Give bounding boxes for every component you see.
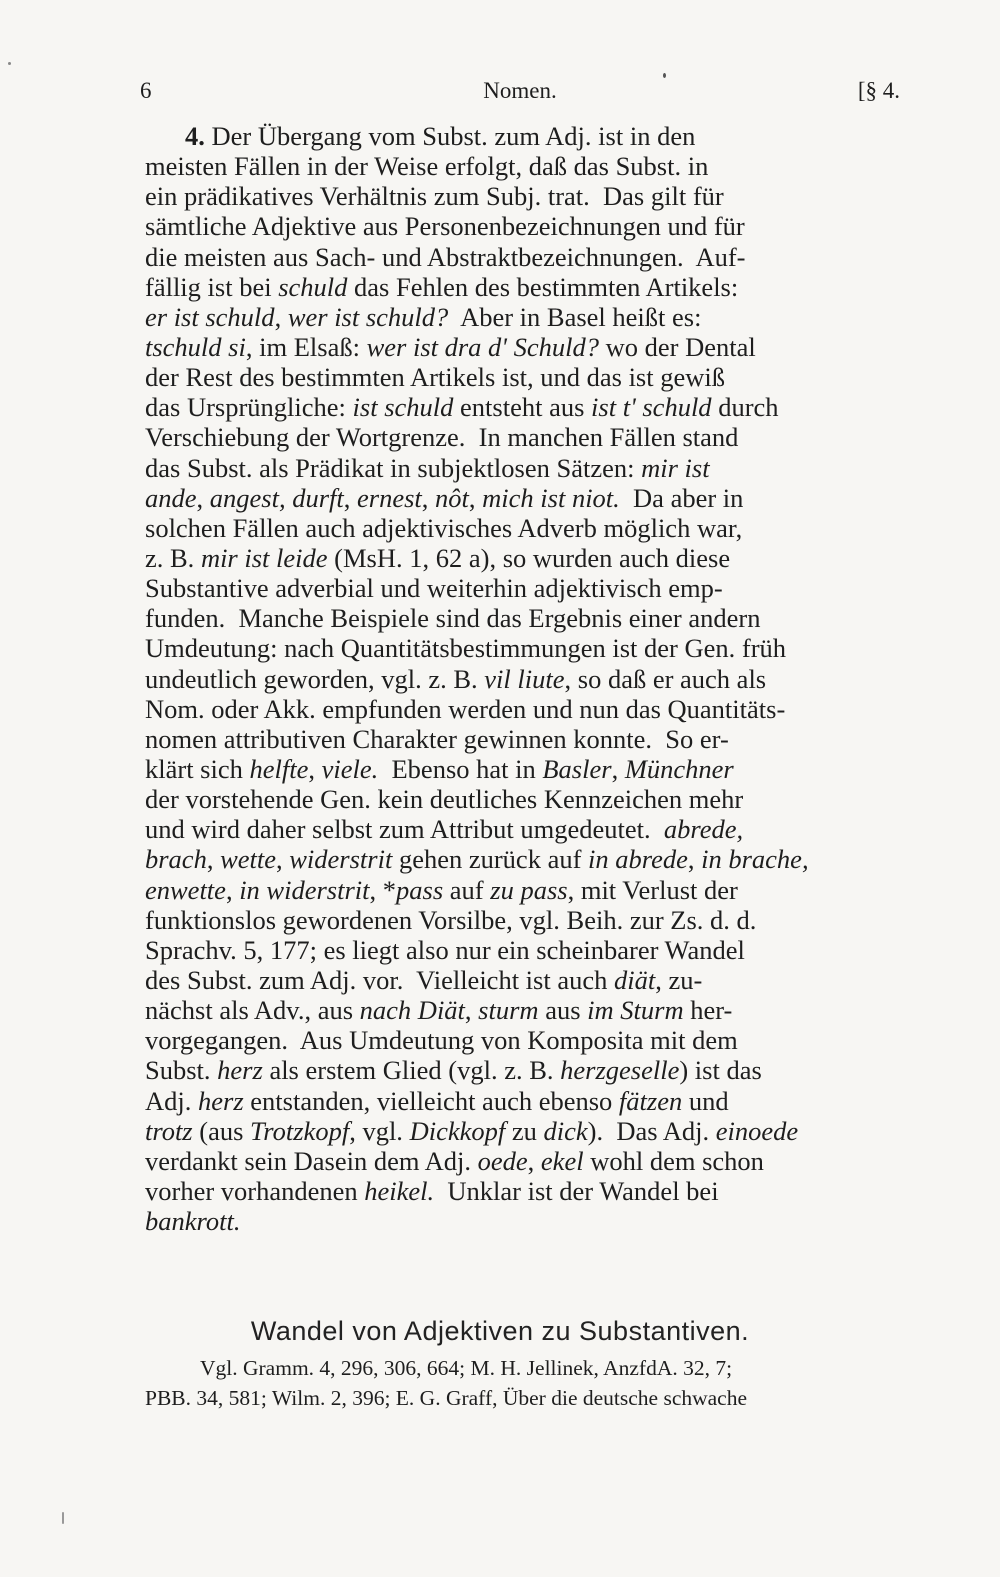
italic-term: schuld [278, 271, 348, 302]
text-run: , [274, 301, 288, 332]
paper-speck [663, 73, 666, 78]
text-line [145, 633, 895, 663]
text-run: gehen zurück auf [392, 844, 589, 875]
italic-term: trotz [145, 1115, 193, 1146]
text-line [145, 1116, 895, 1146]
text-run: , [196, 482, 210, 513]
text-run: Subst. [145, 1055, 218, 1086]
italic-term: vil liute [484, 663, 565, 694]
text-run: Adj. [145, 1085, 198, 1116]
text-run: (aus [192, 1115, 251, 1146]
italic-term: ande [145, 482, 197, 513]
text-run: (MsH. 1, 62 a), so wurden auch diese [327, 542, 731, 573]
italic-term: widerstrit [289, 844, 393, 875]
text-run: nächst als Adv., aus [145, 995, 360, 1026]
text-run: funktionslos gewordenen Vorsilbe, vgl. Beih. zur Zs. d. d. [145, 904, 757, 935]
text-line [145, 513, 895, 543]
text-run: Ebenso hat in [378, 753, 543, 784]
references-block [145, 1354, 895, 1414]
text-run: das Ursprüngliche: [145, 392, 353, 423]
text-run: sämtliche Adjektive aus Personenbezeichnungen und für [145, 211, 745, 242]
text-run: ein prädikatives Verhältnis zum Subj. trat. Das gilt für [145, 181, 724, 212]
italic-term: herz [217, 1055, 263, 1086]
text-line [145, 272, 895, 302]
text-run: als erstem Glied (vgl. z. B. [262, 1055, 561, 1086]
text-line [145, 453, 895, 483]
text-run: Substantive adverbial und weiterhin adjektivisch emp- [145, 573, 723, 604]
running-title: Nomen. [483, 78, 557, 103]
text-run: der vorstehende Gen. kein deutliches Kennzeichen mehr [145, 784, 744, 815]
italic-term: wer ist dra d' Schuld? [366, 331, 599, 362]
text-line [145, 181, 895, 211]
italic-term: in widerstrit [239, 874, 370, 905]
italic-term: Münchner [624, 753, 734, 784]
text-line [145, 242, 895, 272]
italic-term: tschuld si [145, 331, 246, 362]
text-run: , [468, 482, 483, 513]
text-run: , [687, 844, 702, 875]
italic-term: nôt [435, 482, 469, 513]
text-run: nomen attributiven Charakter gewinnen konnte. So er- [145, 723, 729, 754]
text-line [145, 724, 895, 754]
text-run: her- [683, 995, 733, 1026]
italic-term: helfte [249, 753, 309, 784]
italic-term: sturm [478, 995, 539, 1026]
italic-term: mich ist niot. [482, 482, 620, 513]
italic-term: ist t' schuld [591, 392, 712, 423]
paragraph-4 [145, 121, 895, 1236]
text-run: ) ist das [679, 1055, 762, 1086]
text-run: , mit Verlust der [567, 874, 738, 905]
text-line [145, 211, 895, 241]
text-line [145, 392, 895, 422]
text-line [145, 814, 895, 844]
italic-term: herz [198, 1085, 244, 1116]
text-line [145, 332, 895, 362]
text-run: des Subst. zum Adj. vor. Vielleicht ist auch [145, 964, 614, 995]
text-run: verdankt sein Dasein dem Adj. [145, 1145, 478, 1176]
text-run: klärt sich [145, 753, 250, 784]
italic-term: fätzen [618, 1085, 683, 1116]
italic-term: im Sturm [587, 995, 684, 1026]
text-run: , [308, 753, 322, 784]
text-run: solchen Fällen auch adjektivisches Adverb möglich war, [145, 512, 743, 543]
section-heading: Wandel von Adjektiven zu Substantiven. [250, 1316, 750, 1346]
text-run: zu [505, 1115, 544, 1146]
italic-term: pass [396, 874, 444, 905]
text-run: Umdeutung: nach Quantitätsbestimmungen ist der Gen. früh [145, 633, 787, 664]
text-line [145, 151, 895, 181]
text-run: auf [443, 874, 491, 905]
text-line [145, 543, 895, 573]
text-run: , [421, 482, 436, 513]
italic-term: mir ist leide [200, 542, 328, 573]
text-run: , im Elsaß: [245, 331, 367, 362]
italic-term: herzgeselle [560, 1055, 680, 1086]
text-run: undeutlich geworden, vgl. z. B. [145, 663, 485, 694]
text-run: funden. Manche Beispiele sind das Ergebnis einer andern [145, 603, 761, 634]
text-run: durch [711, 392, 779, 423]
text-run: und wird daher selbst zum Attribut umgedeutet. [145, 814, 664, 845]
text-run: wo der Dental [598, 331, 756, 362]
italic-term: wette [220, 844, 276, 875]
text-run: vorher vorhandenen [145, 1175, 365, 1206]
italic-term: angest, [209, 482, 286, 513]
italic-term: oede [477, 1145, 528, 1176]
text-run: Nom. oder Akk. empfunden werden und nun das Quantitäts- [145, 693, 786, 724]
italic-term: abrede, [663, 814, 744, 845]
text-line [145, 422, 895, 452]
text-run: entstanden, vielleicht auch ebenso [243, 1085, 619, 1116]
text-run: , [276, 844, 290, 875]
text-run: , [611, 753, 625, 784]
italic-term: in abrede [588, 844, 688, 875]
text-run: der Rest des bestimmten Artikels ist, und das ist gewiß [145, 362, 725, 393]
text-run: und [682, 1085, 729, 1116]
text-run: Sprachv. 5, 177; es liegt also nur ein scheinbarer Wandel [145, 934, 745, 965]
text-line [145, 784, 895, 814]
text-line [145, 573, 895, 603]
text-line [145, 935, 895, 965]
text-line [145, 302, 895, 332]
text-run: aus [538, 995, 588, 1026]
text-line [145, 875, 895, 905]
running-header [140, 78, 900, 108]
text-line [145, 603, 895, 633]
text-run: fällig ist bei [145, 271, 279, 302]
text-run: , [225, 874, 240, 905]
text-run: wohl dem schon [583, 1145, 764, 1176]
text-run: , * [369, 874, 397, 905]
text-run: Der Übergang vom Subst. zum Adj. ist in den [204, 121, 696, 151]
text-run: ). Das Adj. [587, 1115, 716, 1146]
text-line [145, 1055, 895, 1085]
text-run: Aber in Basel heißt es: [448, 301, 702, 332]
paper-speck [8, 62, 11, 65]
italic-term: mir ist [641, 452, 710, 483]
italic-term: ernest [357, 482, 422, 513]
text-run: Unklar ist der Wandel bei [434, 1175, 719, 1206]
text-line [145, 1206, 895, 1236]
text-run: meisten Fällen in der Weise erfolgt, daß das Subst. in [145, 151, 709, 182]
text-line [145, 905, 895, 935]
text-run: , [527, 1145, 541, 1176]
italic-term: in brache, [701, 844, 809, 875]
text-line [145, 1146, 895, 1176]
italic-term: diät [614, 964, 656, 995]
italic-term: zu pass [490, 874, 568, 905]
italic-term: Trotzkopf [250, 1115, 350, 1146]
text-line [145, 121, 895, 151]
paragraph-number: 4. [185, 121, 205, 151]
text-run: das Subst. als Prädikat in subjektlosen Sätzen: [145, 452, 642, 483]
text-run: , so daß er auch als [564, 663, 767, 694]
text-line [145, 694, 895, 724]
text-line [145, 844, 895, 874]
text-line [145, 664, 895, 694]
text-line [145, 362, 895, 392]
text-run: die meisten aus Sach- und Abstraktbezeichnungen. Auf- [145, 241, 746, 272]
italic-term: heikel. [364, 1175, 435, 1206]
italic-term: bankrott. [145, 1206, 241, 1237]
text-run: entsteht aus [453, 392, 592, 423]
text-run: , zu- [655, 964, 703, 995]
text-line [145, 1025, 895, 1055]
reference-line: PBB. 34, 581; Wilm. 2, 396; E. G. Graff, Über die deutsche schwache [145, 1386, 748, 1411]
italic-term: dick [543, 1115, 588, 1146]
text-run: , [206, 844, 221, 875]
italic-term: er ist schuld [145, 301, 275, 332]
text-run: , [343, 482, 357, 513]
text-line [145, 754, 895, 784]
page-number: 6 [140, 78, 152, 103]
section-reference: [§ 4. [857, 78, 900, 103]
italic-term: enwette [145, 874, 226, 905]
paper-speck [62, 1512, 64, 1524]
italic-term: viele. [321, 753, 379, 784]
italic-term: brach [145, 844, 207, 875]
italic-term: Dickkopf [409, 1115, 506, 1146]
italic-term: durft [292, 482, 344, 513]
text-run: Da aber in [619, 482, 744, 513]
text-line [145, 995, 895, 1025]
italic-term: nach Diät [359, 995, 465, 1026]
text-line [145, 1086, 895, 1116]
italic-term: wer ist schuld? [287, 301, 449, 332]
italic-term: ist schuld [352, 392, 454, 423]
italic-term: einoede [715, 1115, 799, 1146]
text-run: Verschiebung der Wortgrenze. In manchen Fällen stand [145, 422, 739, 453]
text-run: z. B. [145, 542, 201, 573]
text-line [145, 1176, 895, 1206]
italic-term: Basler [542, 753, 612, 784]
text-run: , vgl. [349, 1115, 410, 1146]
text-line [145, 965, 895, 995]
text-run: das Fehlen des bestimmten Artikels: [347, 271, 739, 302]
italic-term: ekel [540, 1145, 584, 1176]
text-run: vorgegangen. Aus Umdeutung von Komposita mit dem [145, 1025, 738, 1056]
text-line [145, 483, 895, 513]
reference-line: Vgl. Gramm. 4, 296, 306, 664; M. H. Jellinek, AnzfdA. 32, 7; [200, 1356, 733, 1380]
text-run: , [464, 995, 479, 1026]
